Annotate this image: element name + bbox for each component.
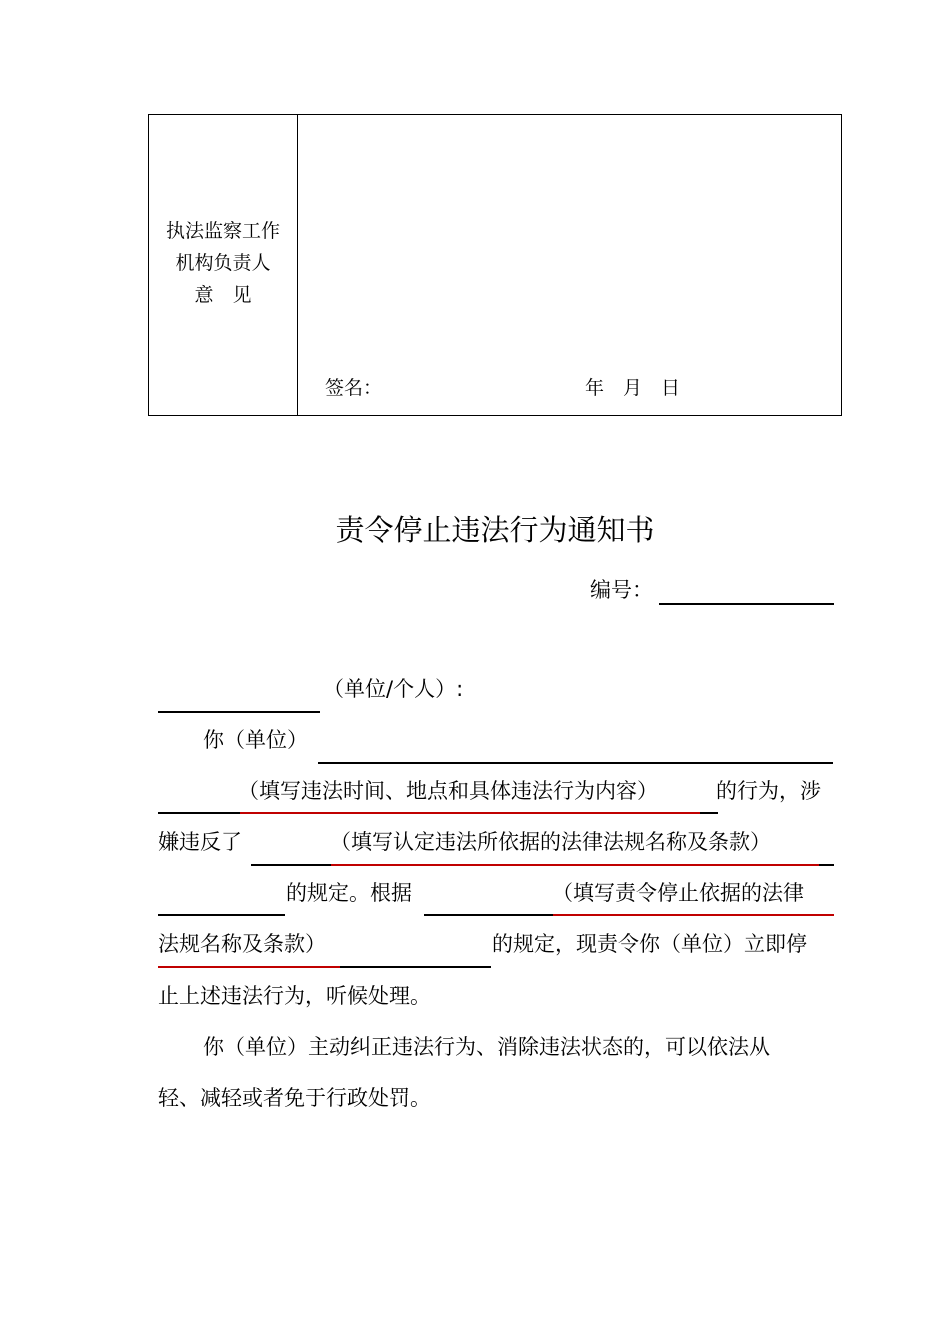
- table-label-line-2: 机构负责人: [175, 252, 271, 274]
- hint-order-basis-a: （填写责令停止依据的法律: [552, 881, 804, 905]
- date-label: 年 月 日: [585, 377, 681, 399]
- paragraph-2-line-2: 轻、减轻或者免于行政处罚。: [158, 1086, 431, 1110]
- hint-order-underline-1: [553, 914, 834, 916]
- signature-label: 签名：: [325, 377, 383, 399]
- table-label-line-1: 执法监察工作: [165, 220, 280, 242]
- table-label: [149, 215, 297, 311]
- provision-according-text: 的规定。根据: [286, 881, 412, 905]
- behavior-text: 的行为，涉: [716, 779, 821, 803]
- table-divider: [297, 115, 298, 415]
- document-number-blank: [659, 603, 834, 605]
- hint-violation-underline: [240, 812, 700, 814]
- table-label-line-3: 意 见: [194, 284, 252, 306]
- hint-law: （填写认定违法所依据的法律法规名称及条款）: [330, 830, 771, 854]
- hint-law-underline: [331, 864, 819, 866]
- hint-violation: （填写违法时间、地点和具体违法行为内容）: [238, 779, 658, 803]
- hint-order-basis-b: 法规名称及条款）: [158, 932, 326, 956]
- paragraph-2-line-1: 你（单位）主动纠正违法行为、消除违法状态的，可以依法从: [203, 1035, 770, 1059]
- paragraph-1-end: 止上述违法行为，听候处理。: [158, 984, 431, 1008]
- document-title: 责令停止违法行为通知书: [335, 513, 655, 547]
- recipient-suffix: （单位/个人）:: [323, 677, 464, 701]
- recipient-blank: [158, 711, 320, 713]
- approval-table: [148, 114, 842, 416]
- violated-text: 嫌违反了: [158, 830, 242, 854]
- law-blank-continued: [158, 914, 285, 916]
- order-text: 的规定，现责令你（单位）立即停: [492, 932, 807, 956]
- violation-blank-1: [318, 762, 833, 764]
- paragraph-1-start: 你（单位）: [203, 728, 308, 752]
- hint-order-underline-2: [158, 966, 340, 968]
- document-number-label: 编号：: [590, 578, 653, 602]
